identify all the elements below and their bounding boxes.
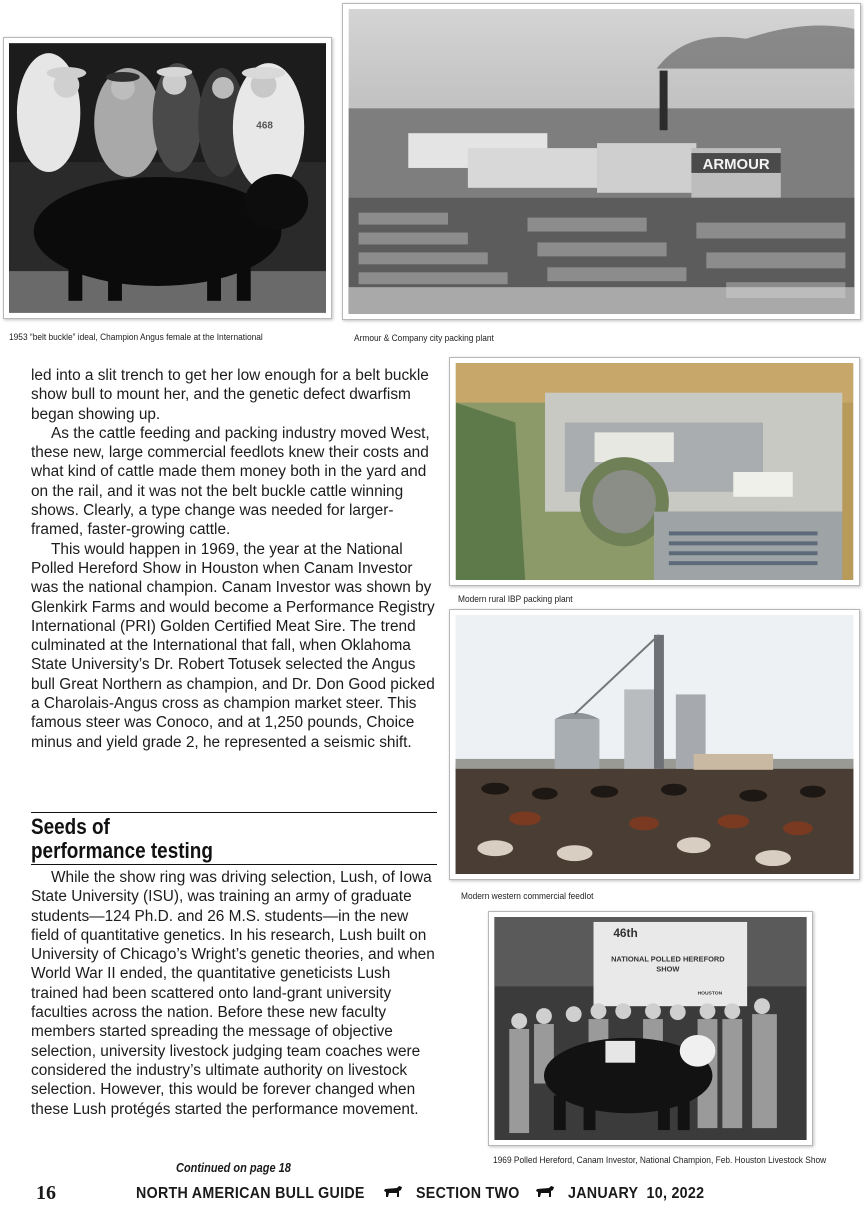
show-number-text: 46th — [613, 925, 638, 940]
article-paragraph: This would happen in 1969, the year at the National Polled Hereford Show in Houston when Canam Investor was the national champion. Canam Investor was shown by Glenkirk Farms and would become a Performance Registry International (PRI) Golden Certified Meat Sire. The trend culminated at the International that fall, when Oklahoma State University’s Dr. Robert Totusek selected the Angus bull Great Northern as champion, and Dr. Don Good picked a Charolais-Angus cross as champion market steer. This famous steer was Conoco, and at 1,250 pounds, Choice minus and yield grade 2, he represented a seismic shift. — [31, 540, 435, 751]
show-banner-line1-text: NATIONAL POLLED HEREFORD — [611, 954, 725, 964]
feedlot-image — [455, 615, 854, 874]
photo-feedlot — [449, 609, 860, 880]
show-banner-line2-text: SHOW — [656, 964, 680, 974]
article-paragraph: As the cattle feeding and packing industry moved West, these new, large commercial feedlots knew their costs and what kind of cattle made them money both in the yard and on the rail, and it was not the belt buckle cattle winning shows. Clearly, a type change was needed for larger-framed, faster-growing cattle. — [31, 424, 430, 539]
photo-angus-female — [3, 37, 332, 319]
show-banner-city-text: HOUSTON — [697, 991, 723, 997]
section-label: SECTION TWO — [416, 1185, 520, 1202]
caption-feedlot: Modern western commercial feedlot — [461, 891, 594, 902]
article-body-top — [31, 366, 437, 752]
angus-female-image — [9, 43, 326, 313]
heading-top-rule — [31, 812, 437, 813]
cow-icon — [535, 1184, 555, 1200]
heading-line-1: Seeds of — [31, 814, 110, 839]
caption-ibp-plant: Modern rural IBP packing plant — [458, 594, 573, 605]
page-number: 16 — [36, 1182, 56, 1204]
photo-ibp-plant — [449, 357, 860, 586]
issue-date: JANUARY 10, 2022 — [568, 1185, 705, 1202]
page-footer — [0, 1181, 864, 1205]
heading-bottom-rule — [31, 864, 437, 865]
article-paragraph: led into a slit trench to get her low enough for a belt buckle show bull to mount her, and the genetic defect dwarfism began showing up. — [31, 367, 429, 423]
cow-icon — [383, 1184, 403, 1200]
continued-note: Continued on page 18 — [176, 1161, 291, 1175]
heading-line-2: performance testing — [31, 838, 213, 863]
photo-armour-plant — [342, 3, 861, 320]
publication-name: NORTH AMERICAN BULL GUIDE — [136, 1185, 365, 1202]
section-heading — [31, 812, 437, 865]
hereford-show-image — [494, 917, 807, 1140]
article-body-bottom — [31, 868, 437, 1119]
armour-sign-text: ARMOUR — [702, 156, 770, 173]
article-paragraph: While the show ring was driving selection, Lush, of Iowa State University (ISU), was training an army of graduate students—124 Ph.D. and 26 M.S. students—in the new field of quantitative genetics. In his research, Lush built on University of Chicago’s Wright’s genetic theories, and when World War II ended, the quantitative geneticists Lush trained had been scattered onto land-grant university faculties across the nation. Before these new faculty members started spreading the message of objective selection, university livestock judging team coaches were considered the industry’s ultimate authority on livestock selection. However, this would be forever changed when these Lush protégés started the performance movement. — [31, 869, 435, 1118]
ibp-plant-image — [455, 363, 854, 580]
shirt-number-text: 468 — [256, 120, 273, 132]
caption-hereford: 1969 Polled Hereford, Canam Investor, National Champion, Feb. Houston Livestock Show — [493, 1155, 827, 1166]
armour-plant-image — [348, 9, 855, 314]
caption-angus-female: 1953 “belt buckle” ideal, Champion Angus female at the International — [9, 332, 263, 343]
caption-armour-plant: Armour & Company city packing plant — [354, 333, 494, 344]
photo-hereford-show — [488, 911, 813, 1146]
